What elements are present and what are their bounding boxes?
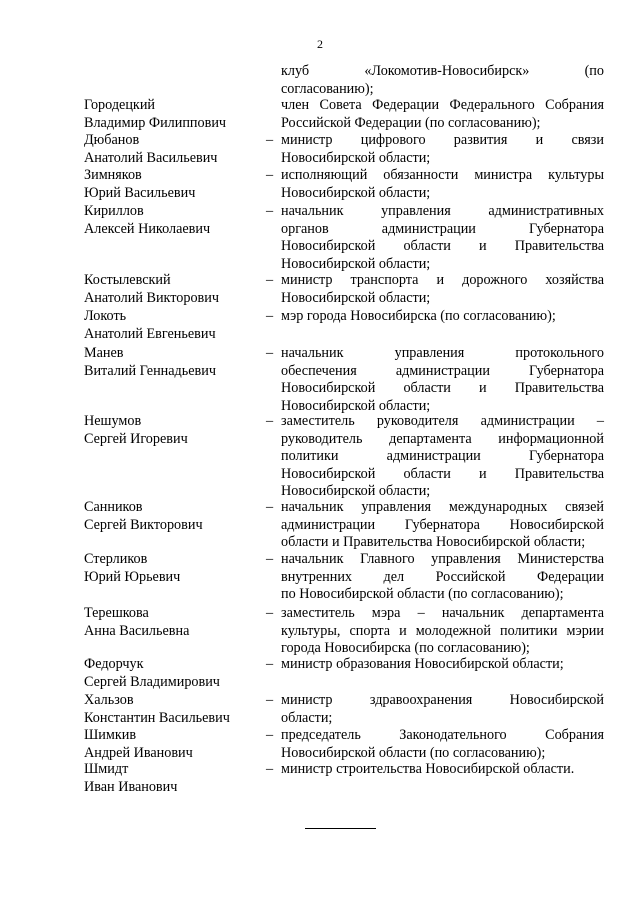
member-surname: Городецкий <box>84 97 156 113</box>
position-line: заместитель руководителя администрации – <box>281 413 604 429</box>
member-given-names: Анатолий Васильевич <box>84 149 218 166</box>
member-given-names: Анатолий Викторович <box>84 289 219 306</box>
position-line: внутренних дел Российской Федерации <box>281 568 604 585</box>
position-line: начальник Главного управления Министерства <box>281 551 604 567</box>
position-line: Новосибирской области; <box>281 184 431 201</box>
separator-dash: – <box>266 345 274 361</box>
separator-dash: – <box>266 499 274 515</box>
member-name <box>84 499 264 534</box>
member-position <box>281 727 604 762</box>
member-surname: Кириллов <box>84 203 144 219</box>
member-position <box>281 345 604 415</box>
position-line: исполняющий обязанности министра культуры <box>281 167 604 183</box>
member-position <box>281 97 604 132</box>
member-given-names: Сергей Игоревич <box>84 430 188 447</box>
position-line: заместитель мэра – начальник департамента <box>281 605 604 621</box>
position-line: министр образования Новосибирской области; <box>281 656 564 672</box>
position-line: клуб «Локомотив-Новосибирск» (по <box>281 63 604 79</box>
position-line: Новосибирской области и Правительства <box>281 465 604 482</box>
member-position <box>281 551 604 604</box>
position-line: области; <box>281 709 333 726</box>
separator-dash: – <box>266 308 274 324</box>
position-line: Российской Федерации (по согласованию); <box>281 114 541 131</box>
position-line: руководитель департамента информационной <box>281 430 604 447</box>
page-number: 2 <box>317 37 323 51</box>
position-line: член Совета Федерации Федерального Собрания <box>281 97 604 113</box>
member-surname: Зимняков <box>84 167 142 183</box>
position-line: политики администрации Губернатора <box>281 448 604 464</box>
position-line: Новосибирской области и Правительства <box>281 380 604 396</box>
member-given-names: Юрий Васильевич <box>84 184 196 201</box>
position-line: начальник управления административных <box>281 203 604 219</box>
member-surname: Федорчук <box>84 656 144 672</box>
member-surname: Локоть <box>84 308 127 324</box>
member-name <box>84 97 264 132</box>
separator-dash: – <box>266 692 274 708</box>
position-line: начальник управления международных связей <box>281 499 604 515</box>
position-line: председатель Законодательного Собрания <box>281 727 604 743</box>
position-line: министр строительства Новосибирской области. <box>281 761 575 777</box>
position-line: по Новосибирской области (по согласованию); <box>281 586 564 602</box>
separator-dash: – <box>266 656 274 672</box>
member-surname: Манев <box>84 345 124 361</box>
member-given-names: Сергей Викторович <box>84 516 203 533</box>
member-name <box>84 727 264 762</box>
member-surname: Шимкив <box>84 727 137 743</box>
position-line: мэр города Новосибирска (по согласованию); <box>281 308 556 324</box>
member-given-names: Иван Иванович <box>84 778 178 795</box>
position-line: Новосибирской области; <box>281 483 431 499</box>
member-name <box>84 272 264 307</box>
member-given-names: Юрий Юрьевич <box>84 568 181 585</box>
member-given-names: Виталий Геннадьевич <box>84 362 216 379</box>
separator-dash: – <box>266 132 274 148</box>
position-line: Новосибирской области; <box>281 397 431 414</box>
member-surname: Нешумов <box>84 413 142 429</box>
member-surname: Санников <box>84 499 143 515</box>
member-position <box>281 656 604 674</box>
position-line: Новосибирской области; <box>281 289 431 306</box>
member-surname: Хальзов <box>84 692 134 708</box>
member-position <box>281 63 604 98</box>
position-line: обеспечения администрации Губернатора <box>281 362 604 379</box>
end-divider <box>305 828 376 829</box>
position-line: культуры, спорта и молодежной политики мэрии <box>281 622 604 639</box>
member-position <box>281 761 604 779</box>
member-name <box>84 692 264 727</box>
member-surname: Шмидт <box>84 761 129 777</box>
position-line: министр транспорта и дорожного хозяйства <box>281 272 604 288</box>
member-position <box>281 308 604 326</box>
member-name <box>84 345 264 380</box>
position-line: области и Правительства Новосибирской области; <box>281 534 586 550</box>
member-name <box>84 761 264 796</box>
member-position <box>281 203 604 273</box>
member-position <box>281 692 604 727</box>
member-given-names: Константин Васильевич <box>84 709 230 726</box>
member-position <box>281 605 604 658</box>
member-name <box>84 605 264 640</box>
member-name <box>84 167 264 202</box>
member-name <box>84 656 264 691</box>
member-given-names: Анатолий Евгеньевич <box>84 325 216 342</box>
position-line: органов администрации Губернатора <box>281 220 604 237</box>
position-line: Новосибирской области; <box>281 149 431 166</box>
member-name <box>84 132 264 167</box>
member-surname: Терешкова <box>84 605 149 621</box>
member-given-names: Владимир Филиппович <box>84 114 227 131</box>
member-given-names: Андрей Иванович <box>84 744 193 761</box>
member-given-names: Сергей Владимирович <box>84 673 220 690</box>
position-line: Новосибирской области; <box>281 255 431 272</box>
member-name <box>84 413 264 448</box>
position-line: Новосибирской области (по согласованию); <box>281 744 546 761</box>
separator-dash: – <box>266 413 274 429</box>
separator-dash: – <box>266 272 274 288</box>
position-line: города Новосибирска (по согласованию); <box>281 640 530 656</box>
member-surname: Дюбанов <box>84 132 140 148</box>
separator-dash: – <box>266 203 274 219</box>
position-line: согласованию); <box>281 80 374 97</box>
position-line: администрации Губернатора Новосибирской <box>281 516 604 533</box>
member-position <box>281 167 604 202</box>
member-surname: Костылевский <box>84 272 171 288</box>
member-position <box>281 499 604 552</box>
position-line: министр здравоохранения Новосибирской <box>281 692 604 708</box>
member-given-names: Анна Васильевна <box>84 622 190 639</box>
member-name <box>84 308 264 343</box>
separator-dash: – <box>266 167 274 183</box>
separator-dash: – <box>266 727 274 743</box>
member-name <box>84 551 264 586</box>
position-line: начальник управления протокольного <box>281 345 604 361</box>
member-given-names: Алексей Николаевич <box>84 220 211 237</box>
member-name <box>84 203 264 238</box>
member-position <box>281 413 604 501</box>
separator-dash: – <box>266 761 274 777</box>
position-line: министр цифрового развития и связи <box>281 132 604 148</box>
member-surname: Стерликов <box>84 551 148 567</box>
member-position <box>281 272 604 307</box>
separator-dash: – <box>266 551 274 567</box>
separator-dash: – <box>266 605 274 621</box>
member-position <box>281 132 604 167</box>
position-line: Новосибирской области и Правительства <box>281 238 604 254</box>
